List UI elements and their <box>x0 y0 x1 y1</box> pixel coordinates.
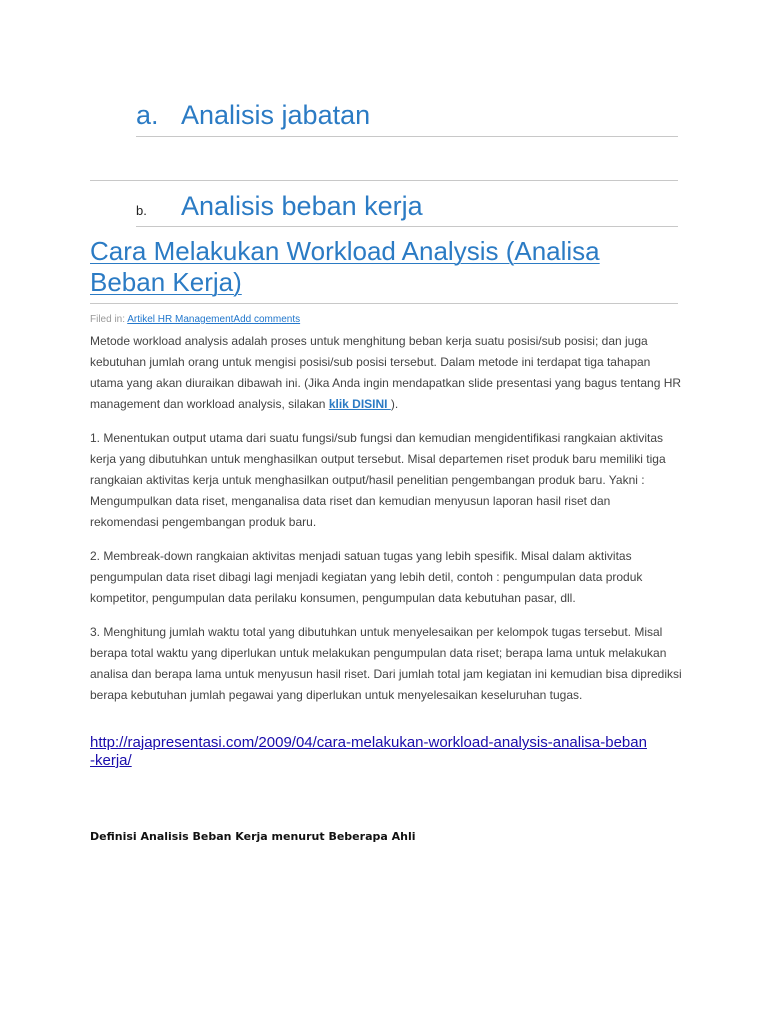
intro-paragraph <box>90 331 682 415</box>
source-url-link[interactable]: http://rajapresentasi.com/2009/04/cara-melakukan-workload-analysis-analisa-beban-kerja/ <box>90 734 647 769</box>
article-meta <box>90 314 300 325</box>
step-paragraph-2: 2. Membreak-down rangkaian aktivitas menjadi satuan tugas yang lebih spesifik. Misal dalam aktivitas pengumpulan data riset dibagi lagi menjadi kegiatan yang lebih detil, contoh : pengumpulan data produk kompetitor, pengumpulan data perilaku konsumen, pengumpulan data kebutuhan pasar, dll. <box>90 549 643 605</box>
step-paragraph-3: 3. Menghitung jumlah waktu total yang dibutuhkan untuk menyelesaikan per kelompok tugas tersebut. Misal berapa total waktu yang diperlukan untuk melakukan pengumpulan data riset; berapa lama untuk melakukan analisa dan berapa lama untuk menyusun hasil riset. Dari jumlah total jam kegiatan ini kemudian bisa diprediksi berapa kebutuhan jumlah pegawai yang diperlukan untuk menyelesaikan keseluruhan tugas. <box>90 625 682 702</box>
heading-text-analisis-beban-kerja: Analisis beban kerja <box>181 191 423 221</box>
klik-disini-link[interactable]: klik DISINI <box>328 397 391 411</box>
section-divider <box>90 180 678 181</box>
filed-in-label: Filed in: <box>90 314 126 325</box>
heading-text-analisis-jabatan: Analisis jabatan <box>181 100 371 130</box>
heading-analisis-beban-kerja <box>136 186 678 227</box>
article-title-link[interactable]: Cara Melakukan Workload Analysis (Analisa Beban Kerja) <box>90 236 678 304</box>
intro-text: Metode workload analysis adalah proses untuk menghitung beban kerja suatu posisi/sub posisi; dan juga kebutuhan jumlah orang untuk mengisi posisi/sub posisi tersebut. Dalam metode ini terdapat tiga tahapan utama yang akan diuraikan dibawah ini. (Jika Anda ingin mendapatkan slide presentasi yang bagus tentang HR management dan workload analysis, silakan <box>90 334 682 411</box>
heading-analisis-jabatan <box>136 96 678 137</box>
step-paragraph-1: 1. Menentukan output utama dari suatu fungsi/sub fungsi dan kemudian mengidentifikasi rangkaian aktivitas kerja yang dibutuhkan untuk menghasilkan output tersebut. Misal departemen riset produk baru memiliki tiga rangkaian aktivitas kerja untuk menghasilkan output/hasil penelitian pengembangan produk baru. Yakni : Mengumpulkan data riset, menganalisa data riset dan kemudian menyusun laporan hasil riset dan rekomendasi pengembangan produk baru. <box>90 431 666 529</box>
list-marker-b: b. <box>136 203 147 218</box>
intro-text-end: ). <box>390 397 399 411</box>
add-comments-link[interactable]: Add comments <box>233 314 301 325</box>
article-body <box>90 331 682 719</box>
definisi-heading: Definisi Analisis Beban Kerja menurut Beberapa Ahli <box>90 830 416 843</box>
list-marker-a: a. <box>136 100 159 130</box>
category-link[interactable]: Artikel HR Management <box>127 314 234 325</box>
